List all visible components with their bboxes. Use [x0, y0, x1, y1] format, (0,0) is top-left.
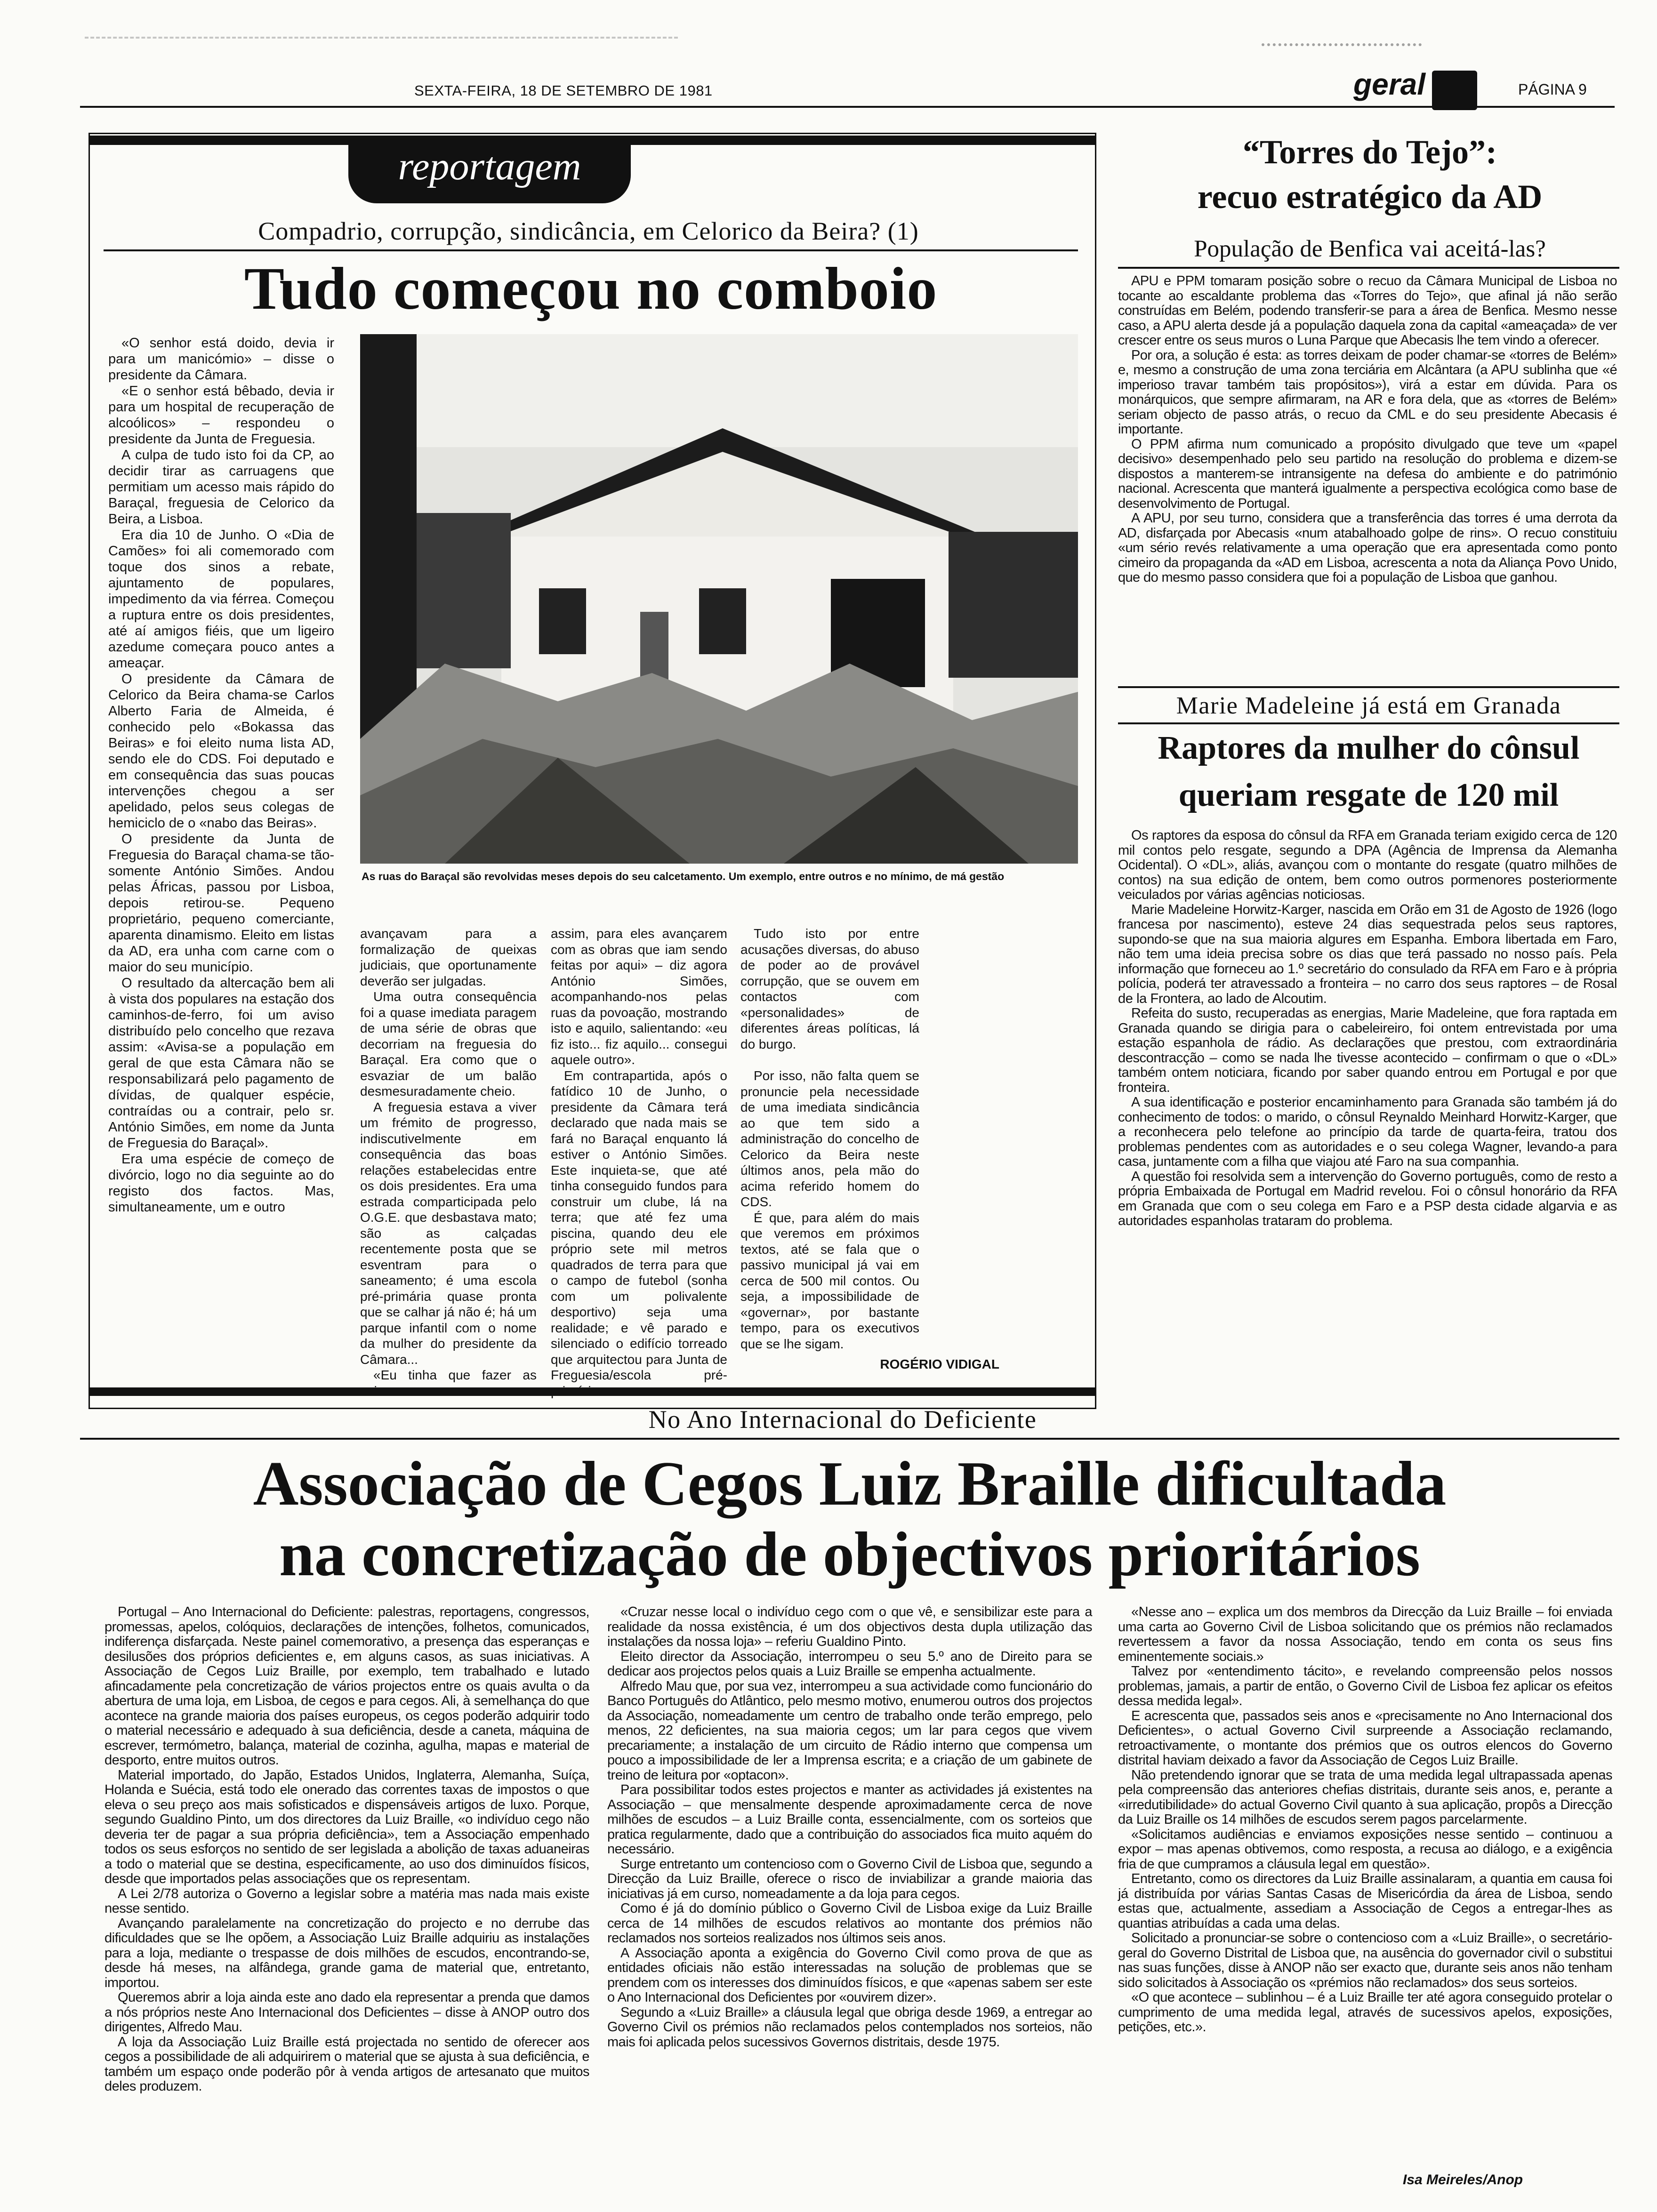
consul-body — [1118, 828, 1617, 1229]
paragraph: Refeita do susto, recuperadas as energias, Marie Madeleine, que fora raptada em Granada quando se dirigia para o cabeleireiro, foi ontem entrevistada por uma estação espanhola de rádio. As declarações que prestou, com extraordinária descontracção – como se nada lhe tivesse acontecido – confirmam o que o «DL» também ontem noticiara, ficando por saber quando entrou em Portugal e por que fronteira. — [1118, 1006, 1617, 1095]
consul-kicker: Marie Madeleine já está em Granada — [1176, 692, 1561, 719]
paragraph: A questão foi resolvida sem a intervenção do Governo português, como de resto a própria Embaixada de Portugal em Madrid revelou. Foi o cônsul honorário da RFA em Granada que com o seu colega em Faro e a PSP desta cidade algarvia e as autoridades espanholas trataram do problema. — [1118, 1169, 1617, 1228]
paragraph: «Eu tinha que fazer as — [373, 1368, 537, 1382]
paragraph: Tudo isto por entre acusações diversas, do abuso de poder ao de provável corrupção, que se ouvem em contactos com «personalidades» de diferentes áreas políticas, lá do burgo. — [740, 926, 919, 1051]
paragraph: O PPM afirma num comunicado a propósito divulgado que teve um «papel decisivo» desempenhado pelo seu partido na resolução do problema e dizem-se dispostos a manterem-se intransigente na defesa do ambiente e do património nacional. Acrescenta que manterá igualmente a perspectiva ecológica como base de desenvolvimento de Portugal. — [1118, 436, 1617, 511]
paragraph: «E o senhor está bêbado, devia ir para um hospital de recuperação de alcoólicos» – respondeu o presidente da Junta de Freguesia. — [108, 384, 334, 447]
braille-kicker: No Ano Internacional do Deficiente — [648, 1405, 1037, 1434]
paragraph: «Solicitamos audiências e enviamos exposições nesse sentido – continuou a expor – mas apenas obtivemos, como resposta, a recusa ao diálogo, e a exigência fria de que cumpramos a cláusula legal em questão». — [1118, 1827, 1612, 1872]
paragraph: E acrescenta que, passados seis anos e «precisamente no Ano Internacional dos Deficientes», o actual Governo Civil surpreende a Associação reclamando, retroactivamente, o montante dos prémios que os outros elencos do Governo distrital haviam deixado a favor da Associação de Cegos Luiz Braille. — [1118, 1708, 1612, 1768]
masthead-rule — [80, 106, 1615, 108]
reportagem-column-1 — [108, 335, 334, 1215]
section-label: geral — [1353, 67, 1425, 101]
page-number: PÁGINA 9 — [1518, 81, 1587, 98]
paragraph: Material importado, do Japão, Estados Unidos, Inglaterra, Alemanha, Suíça, Holanda e Suécia, está todo ele onerado das correntes taxas de impostos o que eleva o seu preço aos mais sofisticados e dispensáveis artigos de luxo. Porque, segundo Gualdino Pinto, um dos directores da Luiz Braille, «o indivíduo cego não deveria ter de pagar a sua própria deficiência», tem a Associação empenhado todos os seus esforços no sentido de ser legislada a abolição de taxas aduaneiras a todo o material que se destina, especificamente, ao uso dos diminuídos físicos, desde que importados pelas associações que os representam. — [105, 1767, 589, 1886]
paragraph: Queremos abrir a loja ainda este ano dado ela representar a prenda que damos a nós próprios neste Ano Internacional dos Deficientes – disse à ANOP outro dos dirigentes, Alfredo Mau. — [105, 1990, 589, 2035]
paragraph: Avançando paralelamente na concretização do projecto e no derrube das dificuldades que se lhe opõem, a Associação Luiz Braille adquiriu as instalações para a loja, mediante o trespasse de dois milhões de escudos, encontrando-se, desde há meses, na alfândega, grande gama de material que, entretanto, importou. — [105, 1915, 589, 1990]
paragraph: O presidente da Câmara de Celorico da Beira chama-se Carlos Alberto Faria de Almeida, é conhecido pelo «Bokassa das Beiras» e foi eleito numa lista AD, sendo ele do CDS. Foi deputado e em consequência das suas poucas intervenções chegou a ser apelidado, pelos seus colegas de hemiciclo de o «nabo das Beiras». — [108, 672, 334, 831]
house-photo-illustration — [360, 334, 1078, 864]
braille-byline: Isa Meireles/Anop — [1403, 2172, 1523, 2188]
braille-kicker-rule — [80, 1438, 1619, 1440]
paragraph: É que, para além do mais que veremos em próximos textos, até se fala que o passivo municipal já vai em cerca de 500 mil contos. Ou seja, a impossibilidade de «governar», por bastante tempo, para os executivos que se lhe sigam. — [740, 1210, 919, 1351]
paragraph: Segundo a «Luiz Braille» a cláusula legal que obriga desde 1969, a entregar ao Governo Civil os prémios não reclamados pelos contemplados nos sorteios, não mais foi aplicada pelos sucessivos Governos distritais, desde 1975. — [607, 2004, 1092, 2050]
section-logo-icon — [1432, 71, 1477, 110]
consul-headline-line1: Raptores da mulher do cônsul — [1158, 730, 1580, 766]
paragraph: Solicitado a pronunciar-se sobre o contencioso com a «Luiz Braille», o secretário-geral do Governo Distrital de Lisboa que, na ausência do governador civil o substitui nas suas funções, disse à ANOP não ser exacto que, durante seis anos não tenham sido solicitados à Associação os «prémios não reclamados» dos seus sorteios. — [1118, 1931, 1612, 1990]
box-bottom-band — [88, 1387, 1095, 1396]
paragraph: A APU, por seu turno, considera que a transferência das torres é uma derrota da AD, disfarçada por Abecasis «num atabalhoado golpe de rins». O recuo constituiu «um sério revés relativamente a uma operação que era apresentada como ponto cimeiro da propaganda da «AD em Lisboa, acrescenta a nota da Aliança Povo Unido, que do mesmo passo considera que foi a população de Lisboa que ganhou. — [1118, 511, 1617, 585]
torres-headline-line1: “Torres do Tejo”: — [1242, 133, 1497, 171]
reportagem-column-4 — [740, 926, 1086, 1372]
torres-subhead: População de Benfica vai aceitá-las? — [1194, 236, 1546, 262]
reportagem-banner-label: reportagem — [398, 144, 581, 188]
consul-top-rule — [1118, 686, 1619, 688]
paragraph: Uma outra consequência foi a quase imediata paragem de uma série de obras que decorriam na freguesia do Baraçal. Era como que o esvaziar de um balão desmesuradamente cheio. — [360, 989, 537, 1098]
paragraph: Entretanto, como os directores da Luiz Braille assinalaram, a quantia em causa foi já distribuída por várias Santas Casas de Misericórdia da área de Lisboa, sendo estas que, actualmente, assediam a Associação de Cegos a entregar-lhes as quantias atribuídas a cada uma delas. — [1118, 1871, 1612, 1931]
photo-caption: As ruas do Baraçal são revolvidas meses depois do seu calcetamento. Um exemplo, entre outros e no mínimo, de má gestão — [362, 870, 1005, 882]
paragraph: Era uma espécie de começo de divórcio, logo no dia seguinte ao do registo dos factos. Mas, simultaneamente, um e outro — [108, 1152, 334, 1215]
paragraph: Os raptores da esposa do cônsul da RFA em Granada teriam exigido cerca de 120 mil contos pelo resgate, segundo a DPA (Agência de Imprensa da Alemanha Ocidental). O «DL», aliás, avançou com o montante do resgate (quatro milhões de contos) na sua edição de ontem, bem como outros pormenores posteriormente veiculados por várias agências noticiosas. — [1118, 828, 1617, 902]
reportagem-column-3 — [551, 926, 727, 1399]
paragraph: A Lei 2/78 autoriza o Governo a legislar sobre a matéria mas nada mais existe nesse sentido. — [105, 1886, 589, 1916]
paragraph: «O senhor está doido, devia ir para um manicómio» – disse o presidente da Câmara. — [108, 336, 334, 383]
reportagem-kicker: Compadrio, corrupção, sindicância, em Celorico da Beira? (1) — [258, 217, 919, 245]
paragraph: O presidente da Junta de Freguesia do Baraçal chama-se tão-somente António Simões. Andou pelas Áfricas, passou por Lisboa, depois retirou-se. Pequeno proprietário, pequeno comerciante, aparenta dinamismo. Eleito em listas da AD, era unha com carne com o maior do seu município. — [108, 832, 334, 975]
paragraph: A loja da Associação Luiz Braille está projectada no sentido de oferecer aos cegos a possibilidade de ali adquirirem o material que se ajusta à sua deficiência, e também um espaço onde poderão pôr à venda artigos de artesanato que muitos deles produzem. — [105, 2034, 589, 2094]
paragraph: Por isso, não falta quem se pronuncie pela necessidade de uma imediata sindicância ao que tem sido a administração do concelho de Celorico da Beira neste últimos anos, pela mão do acima referido homem do CDS. — [740, 1068, 919, 1209]
paragraph: Em contrapartida, após o fatídico 10 de Junho, o presidente da Câmara terá declarado que nada mais se fará no Baraçal enquanto lá estiver o António Simões. Este inquieta-se, que até tinha conseguido fundos para construir um clube, lá na terra; que até fez uma piscina, quando deu ele próprio sete mil metros quadrados de terra para que o campo de futebol (sonha com um polivalente desportivo) seja uma realidade; e vê parado e silenciado o edifício torreado que arquitectou para Junta de Freguesia/escola pré- — [551, 1068, 727, 1382]
braille-headline-line2: na concretização de objectivos prioritários — [279, 1519, 1420, 1589]
paragraph: Portugal – Ano Internacional do Deficiente: palestras, reportagens, congressos, promessas, apelos, colóquios, declarações de intenções, folhetos, comunicados, indiferença disfarçada. Neste painel comemorativo, a presença das esperanças e desilusões dos próprios deficientes e, em alguns casos, as suas iniciativas. A Associação de Cegos Luiz Braille, por exemplo, tem trabalhado e lutado afincadamente pela concretização de vários projectos entre os quais avulta o da abertura de uma loja, em Lisboa, de cegos e para cegos. Ali, à semelhança do que acontece na grande maioria dos países europeus, os cegos poderão adquirir todo o material necessário e adequado à sua deficiência, desde a caneta, máquina de escrever, termómetro, balança, material de cozinha, agulha, mapas e material de desporto, entre muitos outros. — [105, 1604, 589, 1768]
paragraph: Para possibilitar todos estes projectos e manter as actividades já existentes na Associação – que mensalmente despende aproximadamente cerca de nove milhões de escudos – a Luiz Braille conta, essencialmente, com os sorteios que pratica regularmente, dado que a contribuição do associados fica muito aquém do necessário. — [607, 1782, 1092, 1857]
paragraph: Surge entretanto um contencioso com o Governo Civil de Lisboa que, segundo a Direcção da Luiz Braille, oferece o risco de inviabilizar a grande maioria das iniciativas já em curso, nomeadamente a da loja para cegos. — [607, 1856, 1092, 1901]
paragraph: A freguesia estava a viver um frémito de progresso, indiscutivelmente em consequência das boas relações estabelecidas entre os dois presidentes. Era uma estrada comparticipada pelo O.G.E. que desbastava mato; são as calçadas recentemente posta que se esventram para o saneamento; é uma escola pré-primária quase pronta que se calhar já não é; há um parque infantil com o nome da mulher do presidente da Câmara... — [360, 1099, 537, 1367]
braille-headline-line1: Associação de Cegos Luiz Braille dificultada — [253, 1449, 1447, 1518]
top-right-smudge — [1262, 43, 1422, 60]
paragraph: «Cruzar nesse local o indivíduo cego com o que vê, e sensibilizar este para a realidade da nossa existência, é um dos objectivos desta dupla utilização das instalações da nossa loja» – referiu Gualdino Pinto. — [607, 1604, 1092, 1649]
paragraph: avançavam para a formalização de queixas judiciais, que oportunamente deverão ser julgadas. — [360, 926, 537, 988]
masthead-date: SEXTA-FEIRA, 18 DE SETEMBRO DE 1981 — [414, 82, 713, 99]
paragraph: Alfredo Mau que, por sua vez, interrompeu a sua actividade como funcionário do Banco Português do Atlântico, pelo mesmo motivo, enumerou outros dos projectos da Associação, nomeadamente um centro de trabalho onde terão emprego, pelo menos, 22 deficientes, na sua maioria cegos; um lar para cegos que vivem precariamente; a instalação de um circuito de Rádio interno que compensa um pouco a impossibilidade de ler a Imprensa escrita; e a criação de um gabinete de treino de leitura por «optacon». — [607, 1678, 1092, 1783]
top-smudge — [85, 37, 678, 57]
paragraph: O resultado da altercação bem ali à vista dos populares na estação dos caminhos-de-ferro, foi um aviso distribuído pelo concelho que rezava assim: «Avisa-se a população em geral de que esta Câmara não se responsabilizará pelo pagamento de dívidas, de qualquer espécie, contraídas ou a contrair, pelo sr. António Simões, em nome da Junta de Freguesia do Baraçal». — [108, 976, 334, 1151]
paragraph: A Associação aponta a exigência do Governo Civil como prova de que as entidades oficiais não estão interessadas na solução de problemas que se prendem com os interesses dos diminuídos físicos, e que «apenas sabem ser este o Ano Internacional dos Deficientes por «ouvirem dizer». — [607, 1945, 1092, 2005]
paragraph: Marie Madeleine Horwitz-Karger, nascida em Orão em 31 de Agosto de 1926 (logo francesa por nascimento), esteve 24 dias sequestrada pelos seus raptores, supondo-se que na sua maioria algures em Espanha. Embora libertada em Faro, não tem uma ideia precisa sobre os dias que terá passado no nosso país. Pela informação que forneceu ao 1.º secretário do consulado da RFA em Faro e à própria polícia, poderá ter atravessado a fronteira – no carro dos seus raptores – de Rosal de la Frontera, ao lado de Alcoutim. — [1118, 902, 1617, 1006]
paragraph: Talvez por «entendimento tácito», e revelando compreensão pelos nossos problemas, jamais, a partir de então, o Governo Civil de Lisboa fez aplicar os efeitos dessa medida legal». — [1118, 1664, 1612, 1708]
torres-body — [1118, 274, 1617, 585]
paragraph: «O que acontece – sublinhou – é a Luiz Braille ter até agora conseguido protelar o cumprimento de uma medida legal, através de sucessivos apelos, exposições, petições, etc.». — [1118, 1990, 1612, 2035]
paragraph: APU e PPM tomaram posição sobre o recuo da Câmara Municipal de Lisboa no tocante ao escaldante problema das «Torres do Tejo», que afinal já não serão construídas em Belém, podendo transferir-se para a área de Benfica. Mesmo nesse caso, a APU alerta desde já a população daquela zona da capital «ameaçada» de ver crescer entre os seus muros o Luna Parque que Abecasis lhe tem vindo a oferecer. — [1118, 273, 1617, 348]
braille-column-3 — [1118, 1605, 1612, 2035]
paragraph: Eleito director da Associação, interrompeu o seu 5.º ano de Direito para se dedicar aos projectos pelos quais a Luiz Braille se empenha actualmente. — [607, 1649, 1092, 1679]
paragraph: A culpa de tudo isto foi da CP, ao decidir tirar as carruagens que permitiam um acesso mais rápido do Baraçal, freguesia de Celorico da Beira, a Lisboa. — [108, 448, 334, 527]
reportagem-headline: Tudo começou no comboio — [244, 255, 938, 322]
torres-headline-line2: recuo estratégico da AD — [1197, 178, 1543, 216]
kicker-underline — [104, 249, 1078, 251]
paragraph: Era dia 10 de Junho. O «Dia de Camões» foi ali comemorado com toque dos sinos a rebate, ajuntamento de populares, impedimento da via férrea. Começou a ruptura entre os dois presidentes, até aí amigos fiéis, que um ligeiro azedume começara pouco antes a ameaçar. — [108, 528, 334, 671]
consul-headline-line2: queriam resgate de 120 mil — [1178, 777, 1559, 813]
paragraph: Como é já do domínio público o Governo Civil de Lisboa exige da Luiz Braille cerca de 14 milhões de escudos relativos ao montante dos prémios não reclamados nos sorteios realizados nos últimos seis anos. — [607, 1901, 1092, 1946]
reportagem-column-2 — [360, 926, 537, 1399]
paragraph: «Nesse ano – explica um dos membros da Direcção da Luiz Braille – foi enviada uma carta ao Governo Civil de Lisboa solicitando que os prémios não reclamados revertessem a favor da nossa Associação, tendo em conta os seus fins eminentemente sociais.» — [1118, 1604, 1612, 1664]
paragraph: assim, para eles avançarem com as obras que iam sendo feitas por aqui» – diz agora António Simões, acompanhando-nos pelas ruas da povoação, mostrando isto e aquilo, salientando: «eu fiz isto... fiz aquilo... consegui aquele outro». — [551, 926, 727, 1067]
braille-column-1 — [105, 1605, 589, 2094]
torres-rule — [1118, 267, 1619, 269]
consul-kicker-rule — [1118, 722, 1619, 724]
paragraph: Não pretendendo ignorar que se trata de uma medida legal ultrapassada apenas pela compreensão das anteriores chefias distritais, durante seis anos, e, perante a «irredutibilidade» do actual Governo Civil quanto à sua aplicação, propôs a Direcção da Luiz Braille os 14 milhões de escudos serem pagos parcelarmente. — [1118, 1767, 1612, 1827]
paragraph: Por ora, a solução é esta: as torres deixam de poder chamar-se «torres de Belém» e, mesmo a construção de uma zona terciária em Alcântara (a APU sublinha que «é imperioso travar também tais propósitos»), virá a estar em dúvida. Para os monárquicos, que sempre afirmaram, na AR e fora dela, que as «torres de Belém» seriam objecto de passo atrás, o recuo da CML e do seu presidente Abecasis é importante. — [1118, 347, 1617, 437]
village-photo — [360, 334, 1078, 864]
paragraph: A sua identificação e posterior encaminhamento para Granada são também já do conhecimento de todos: o marido, o cônsul Reynaldo Meinhard Horwitz-Karger, que a reconhecera pelo telefone ao princípio da tarde de quarta-feira, tratou dos problemas pendentes com as autoridades e o seu colega Wagner, levando-a para casa, juntamente com a filha que viajou até Faro na sua companhia. — [1118, 1095, 1617, 1169]
reportagem-byline: ROGÉRIO VIDIGAL — [880, 1357, 999, 1371]
braille-column-2 — [607, 1605, 1092, 2050]
